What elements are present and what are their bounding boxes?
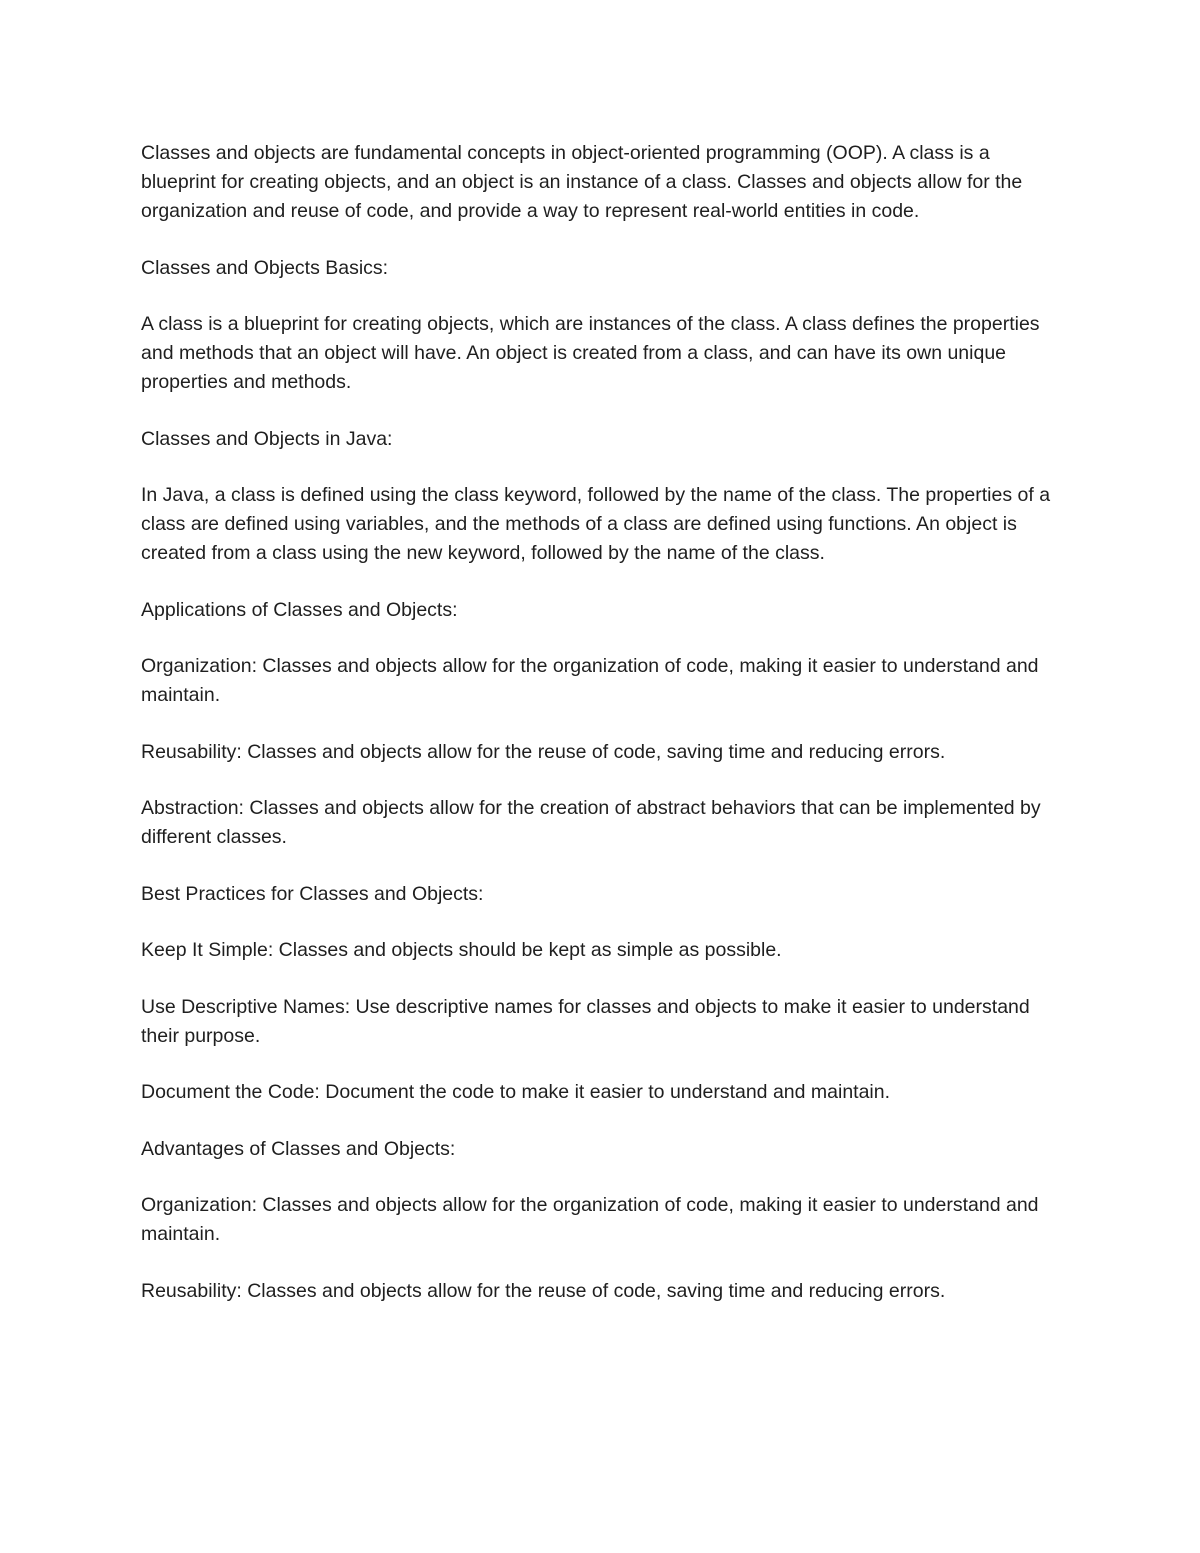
basics-paragraph: A class is a blueprint for creating objects, which are instances of the class. A class defines the properties and methods that an object will have. An object is created from a class, and can have its own unique properties and methods. <box>141 313 1040 393</box>
section-heading-basics: Classes and Objects Basics: <box>141 256 389 279</box>
best-practice-names-paragraph: Use Descriptive Names: Use descriptive names for classes and objects to make it easier to understand their purpose. <box>141 995 1030 1047</box>
section-heading-best-practices: Best Practices for Classes and Objects: <box>141 882 484 905</box>
java-paragraph: In Java, a class is defined using the class keyword, followed by the name of the class. The properties of a class are defined using variables, and the methods of a class are defined using functions. An object is created from a class using the new keyword, followed by the name of the class. <box>141 484 1051 564</box>
advantages-organization-paragraph: Organization: Classes and objects allow for the organization of code, making it easier to understand and maintain. <box>141 1194 1039 1245</box>
applications-reusability-paragraph: Reusability: Classes and objects allow for the reuse of code, saving time and reducing errors. <box>141 740 946 763</box>
section-heading-applications: Applications of Classes and Objects: <box>141 598 458 621</box>
document-body <box>141 139 1061 1333</box>
advantages-reusability-paragraph: Reusability: Classes and objects allow for the reuse of code, saving time and reducing errors. <box>141 1279 946 1302</box>
intro-paragraph: Classes and objects are fundamental concepts in object-oriented programming (OOP). A class is a blueprint for creating objects, and an object is an instance of a class. Classes and objects allow for the organization and reuse of code, and provide a way to represent real-world entities in code. <box>141 142 1023 222</box>
section-heading-java: Classes and Objects in Java: <box>141 427 393 450</box>
applications-abstraction-paragraph: Abstraction: Classes and objects allow for the creation of abstract behaviors that can be implemented by different classes. <box>141 797 1041 848</box>
applications-organization-paragraph: Organization: Classes and objects allow for the organization of code, making it easier to understand and maintain. <box>141 655 1039 706</box>
best-practice-simple-paragraph: Keep It Simple: Classes and objects should be kept as simple as possible. <box>141 939 782 961</box>
best-practice-document-paragraph: Document the Code: Document the code to make it easier to understand and maintain. <box>141 1081 891 1103</box>
section-heading-advantages: Advantages of Classes and Objects: <box>141 1137 456 1160</box>
